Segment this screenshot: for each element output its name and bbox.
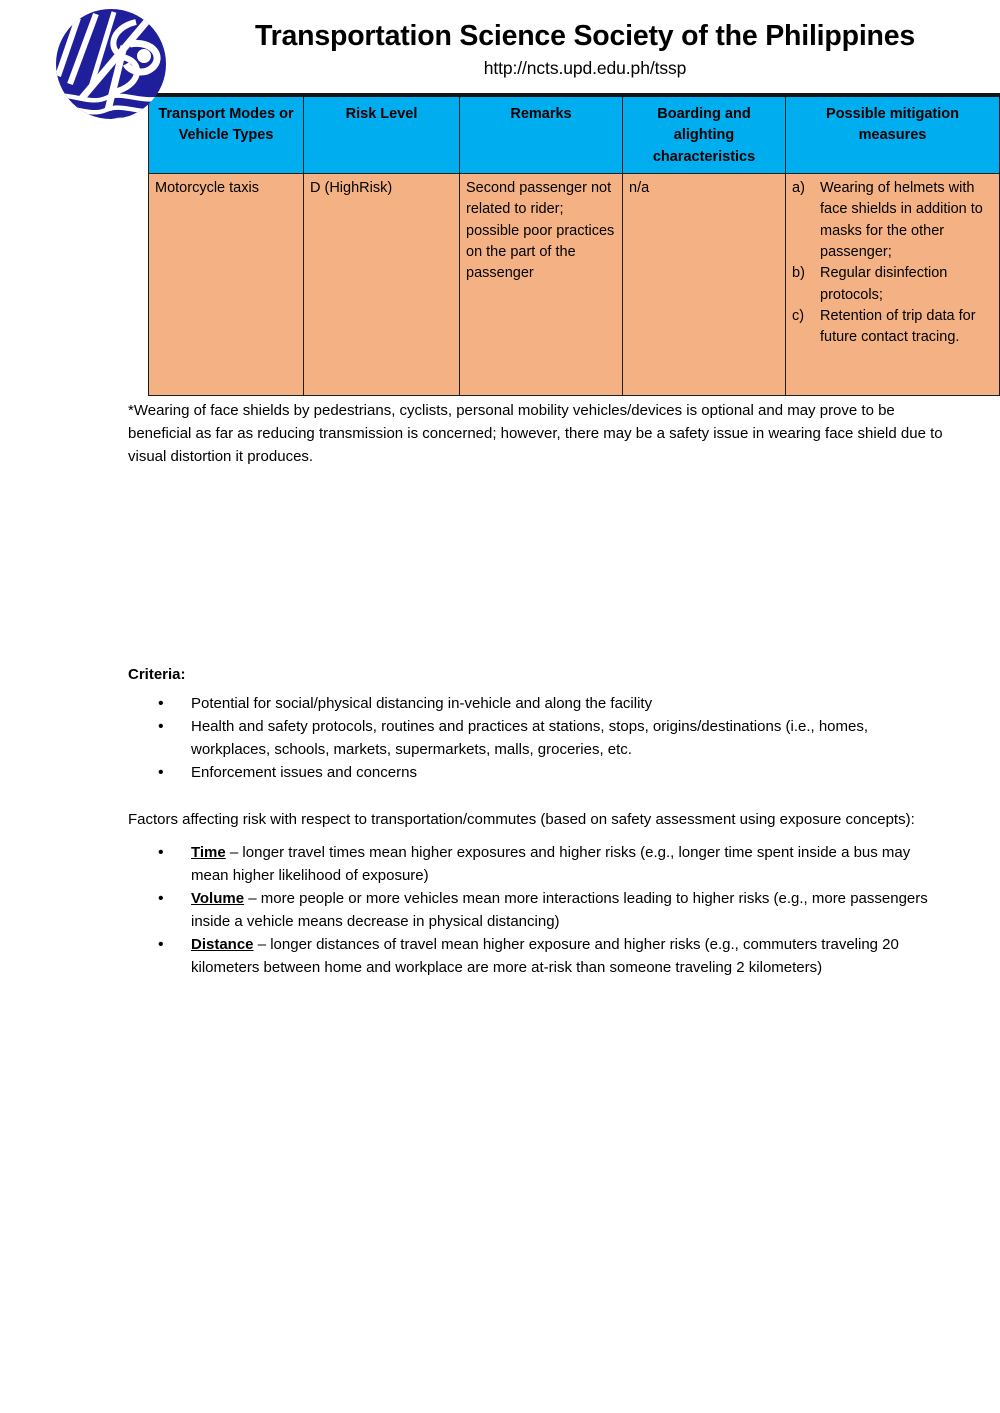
org-header: [190, 20, 980, 79]
measure-text: Retention of trip data for future contact tracing.: [820, 307, 976, 346]
criteria-heading: Criteria:: [128, 666, 186, 684]
bullet-icon: •: [158, 764, 164, 782]
factor-term: Distance: [191, 935, 254, 953]
factor-description: – longer distances of travel mean higher exposure and higher risks (e.g., commuters traveling 20 kilometers between home and workplace are more at-risk than someone traveling 2 kilometers): [191, 935, 899, 976]
factor-description: – longer travel times mean higher exposures and higher risks (e.g., longer time spent inside a bus may mean higher likelihood of exposure): [191, 844, 911, 885]
page-title: Transportation Science Society of the Philippines: [254, 20, 916, 52]
measure-label: a): [792, 179, 805, 196]
bullet-icon: •: [158, 695, 164, 713]
list-item: [792, 263, 993, 306]
cell-risk-level: D (HighRisk): [304, 173, 460, 395]
risk-table-container: [148, 93, 983, 396]
measure-label: c): [792, 307, 805, 324]
list-item: [128, 842, 946, 888]
table-header-row: [149, 95, 1000, 173]
factor-term: Volume: [191, 889, 245, 907]
factor-term: Time: [191, 844, 226, 862]
cell-transport-mode: Motorcycle taxis: [149, 173, 304, 395]
cell-boarding-alighting: n/a: [623, 173, 786, 395]
column-header-boarding-alighting: Boarding and alighting characteristics: [623, 95, 786, 173]
page-header: [0, 0, 1000, 92]
list-item: [792, 178, 993, 263]
factor-description: – more people or more vehicles mean more interactions leading to higher risks (e.g., more passengers inside a vehicle means decrease in physical distancing): [191, 889, 928, 930]
bullet-icon: •: [158, 889, 164, 907]
measure-text: Regular disinfection protocols;: [820, 265, 948, 303]
mitigation-measures-list: [792, 178, 993, 349]
factors-list: [128, 842, 946, 980]
org-url: http://ncts.upd.edu.ph/tssp: [483, 57, 687, 78]
list-item: [128, 716, 946, 762]
list-item: [128, 888, 946, 934]
bullet-icon: •: [158, 844, 164, 862]
bullet-icon: •: [158, 718, 164, 736]
column-header-transport-modes: Transport Modes or Vehicle Types: [149, 95, 304, 173]
list-item: [128, 762, 946, 785]
measure-label: b): [792, 265, 805, 282]
list-item: [128, 934, 946, 980]
vertical-spacer: [128, 785, 946, 809]
risk-assessment-table: [148, 93, 1000, 396]
criteria-list: [128, 693, 946, 785]
factors-intro-paragraph: Factors affecting risk with respect to transportation/commutes (based on safety assessment using exposure concepts):: [128, 811, 915, 829]
tssp-logo: [52, 6, 170, 134]
column-header-mitigation-measures: Possible mitigation measures: [786, 95, 1000, 173]
table-header: [149, 95, 1000, 173]
vertical-spacer: [128, 468, 946, 666]
criteria-item-text: Enforcement issues and concerns: [191, 764, 417, 782]
column-header-remarks: Remarks: [460, 95, 623, 173]
table-row: [149, 173, 1000, 395]
list-item: [792, 306, 993, 349]
table-body: [149, 173, 1000, 395]
footnote-face-shields: *Wearing of face shields by pedestrians, cyclists, personal mobility vehicles/devices is optional and may prove to be beneficial as far as reducing transmission is concerned; however, there may be a safety issue in wearing face shield due to visual distortion it produces.: [128, 402, 943, 465]
list-item: [128, 693, 946, 716]
measure-text: Wearing of helmets with face shields in addition to masks for the other passenger;: [820, 179, 983, 260]
cell-mitigation-measures: [786, 173, 1000, 395]
criteria-item-text: Health and safety protocols, routines and practices at stations, stops, origins/destinations (i.e., homes, workplaces, schools, markets, supermarkets, malls, groceries, etc.: [191, 718, 869, 759]
document-body: [128, 400, 946, 980]
bullet-icon: •: [158, 935, 164, 953]
criteria-item-text: Potential for social/physical distancing in-vehicle and along the facility: [191, 695, 653, 713]
column-header-risk-level: Risk Level: [304, 95, 460, 173]
cell-remarks: Second passenger not related to rider; possible poor practices on the part of the passenger: [460, 173, 623, 395]
